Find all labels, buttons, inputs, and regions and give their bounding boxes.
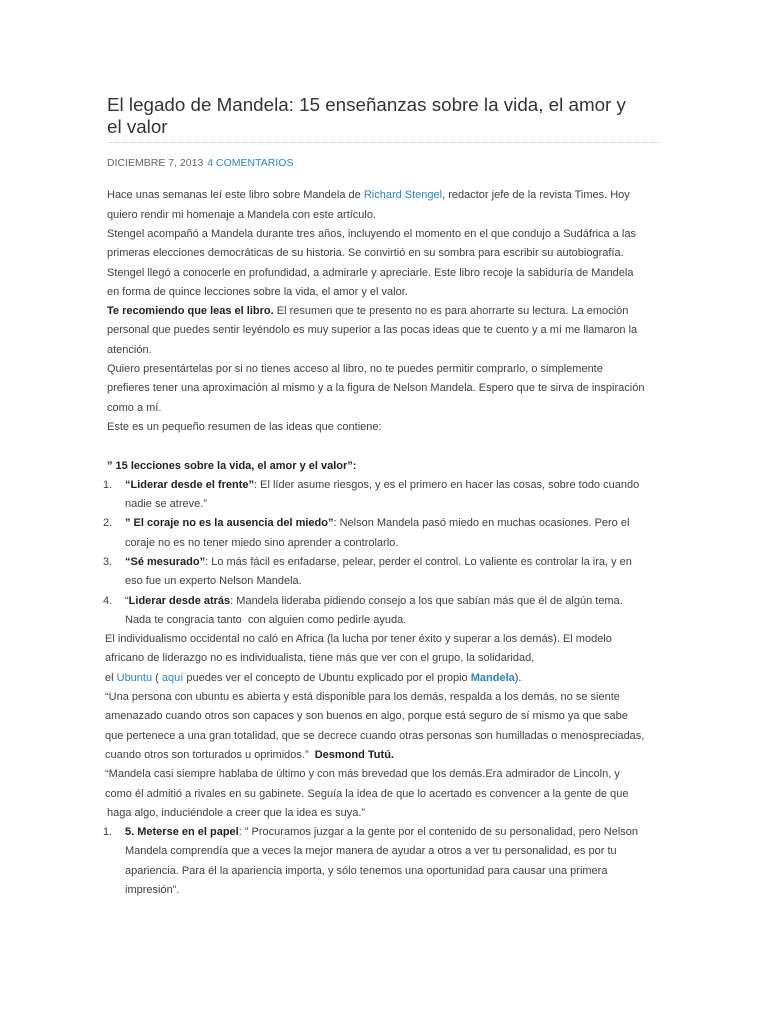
paragraph-line: [0, 360, 768, 379]
paragraph-text: Hace unas semanas leí este libro sobre Mandela de: [107, 189, 364, 202]
lesson-open-quote: “: [125, 594, 129, 607]
paragraph-text: ).: [514, 671, 522, 684]
lesson-text: apariencia. Para él la apariencia importa, y sólo tenemos una oportunidad para causar una primera: [125, 864, 608, 877]
paragraph-text: Stengel acompañó a Mandela durante tres años, incluyendo el momento en el que condujo a Sudáfrica a las: [107, 227, 636, 240]
quote-author: Desmond Tutú.: [314, 748, 394, 761]
paragraph-text: (: [152, 671, 162, 684]
paragraph-text: personal que puedes sentir leyéndolo es muy superior a las pocas ideas que te cuento y a mí me llamaron la: [107, 324, 638, 337]
lessons-heading-line: [0, 457, 768, 476]
quote-line: [0, 765, 768, 784]
quote-text: que pertenece a una gran totalidad, que se decrece cuando otras personas son humilladas o menospreciadas,: [105, 729, 645, 742]
lesson-term: “Sé mesurado”: [125, 555, 206, 568]
list-item-continuation: [0, 862, 768, 881]
quote-text: como él admitió a rivales en su gabinete. Seguía la idea de que lo acertado es convencer a la gente de que: [105, 787, 629, 800]
list-item-continuation: [0, 611, 768, 630]
paragraph-text: El resumen que te presento no es para ahorrarte su lectura. La emoción: [273, 305, 629, 318]
lesson-term: “Liderar desde el frente”: [125, 478, 254, 491]
list-number: 1.: [103, 478, 113, 491]
richard-stengel-link[interactable]: Richard Stengel: [363, 189, 443, 202]
paragraph-text: quiero rendir mi homenaje a Mandela con este artículo.: [107, 208, 377, 221]
lesson-text: Nada te congracia tanto con alguien como pedirle ayuda.: [125, 613, 407, 626]
quote-line: [0, 746, 768, 765]
quote-line: [0, 727, 768, 746]
paragraph-line: [0, 206, 768, 225]
paragraph-line: [0, 186, 768, 205]
list-item: [0, 476, 768, 495]
paragraph-text: Quiero presentártelas por si no tienes acceso al libro, no te puedes permitir comprarlo, o simplemente: [107, 363, 603, 376]
lesson-text: : Mandela lideraba pidiendo consejo a los que sabían más que él de algún tema.: [230, 594, 623, 607]
list-number: 1.: [103, 826, 113, 839]
lesson-text: impresión”.: [125, 884, 180, 897]
paragraph-text: Stengel llegó a conocerle en profundidad, a admirarle y apreciarle. Este libro recoje la sabiduría de Mandela: [107, 266, 634, 279]
blank-line: [0, 437, 768, 456]
quote-line: [0, 707, 768, 726]
list-item-continuation: [0, 881, 768, 900]
paragraph-text: primeras elecciones democráticas de su historia. Se convirtió en su sombra para escribir su autobiografía.: [107, 247, 624, 260]
post-meta: [107, 156, 293, 170]
lesson-text: nadie se atreve.”: [125, 498, 207, 511]
list-number: 2.: [103, 517, 113, 530]
lesson-text: eso fue un experto Nelson Mandela.: [125, 575, 302, 588]
lesson-text: Mandela comprendía que a veces la mejor manera de ayudar a otros a ver tu personalidad, es por tu: [125, 845, 617, 858]
paragraph-line: [0, 321, 768, 340]
lesson-term: Liderar desde atrás: [128, 594, 231, 607]
paragraph-text: africano de liderazgo no es individualista, tiene más que ver con el grupo, la solidaridad,: [105, 652, 535, 665]
quote-text: “Mandela casi siempre hablaba de último y con más brevedad que los demás.Era admirador de Lincoln, y: [105, 768, 620, 781]
post-title: El legado de Mandela: 15 enseñanzas sobre la vida, el amor y el valor: [107, 94, 626, 137]
lesson-term: ” El coraje no es la ausencia del miedo”: [125, 517, 334, 530]
paragraph-line: [0, 630, 768, 649]
ubuntu-link[interactable]: Ubuntu: [116, 671, 153, 684]
title-separator: [107, 142, 660, 143]
paragraph-line: [0, 341, 768, 360]
lesson-text: : Lo más fácil es enfadarse, pelear, perder el control. Lo valiente es controlar la ira, y en: [205, 555, 632, 568]
paragraph-line: [0, 379, 768, 398]
lesson-text: : El líder asume riesgos, y es el primero en hacer las cosas, sobre todo cuando: [254, 478, 640, 491]
lessons-heading: ” 15 lecciones sobre la vida, el amor y el valor”:: [107, 459, 357, 472]
list-number: 4.: [103, 594, 113, 607]
paragraph-text: en forma de quince lecciones sobre la vida, el amor y el valor.: [107, 285, 408, 298]
paragraph-line: [0, 418, 768, 437]
post-content: [0, 186, 768, 900]
list-item-continuation: [0, 534, 768, 553]
paragraph-text: Este es un pequeño resumen de las ideas que contiene:: [107, 420, 382, 433]
list-item-continuation: [0, 495, 768, 514]
list-item: [0, 592, 768, 611]
paragraph-line: [0, 283, 768, 302]
paragraph-text: prefieres tener una aproximación al mismo y a la figura de Nelson Mandela. Espero que te sirva de inspiración: [107, 382, 645, 395]
lesson-text: : Nelson Mandela pasó miedo en muchas ocasiones. Pero el: [333, 517, 630, 530]
paragraph-text: atención.: [107, 343, 152, 356]
aqui-link[interactable]: aquí: [161, 671, 184, 684]
paragraph-line: [0, 225, 768, 244]
post-date: DICIEMBRE 7, 2013: [107, 157, 204, 169]
comments-link[interactable]: 4 COMENTARIOS: [207, 157, 294, 169]
lesson-text: : ” Procuramos juzgar a la gente por el contenido de su personalidad, pero Nelson: [238, 826, 639, 839]
paragraph-line: [0, 244, 768, 263]
paragraph-line: [0, 399, 768, 418]
quote-text: “Una persona con ubuntu es abierta y está disponible para los demás, respalda a los demás, no se siente: [105, 691, 620, 704]
paragraph-text: como a mí.: [107, 401, 162, 414]
quote-text: amenazado cuando otros son capaces y son buenos en algo, porque está seguro de sí mismo ya que sabe: [105, 710, 628, 723]
list-item: [0, 553, 768, 572]
list-item: [0, 514, 768, 533]
paragraph-line: [0, 302, 768, 321]
paragraph-line: [0, 649, 768, 668]
recommendation-bold: Te recomiendo que leas el libro.: [107, 305, 274, 318]
paragraph-text: puedes ver el concepto de Ubuntu explicado por el propio: [183, 671, 471, 684]
quote-text: haga algo, induciéndole a creer que la idea es suya.”: [107, 806, 366, 819]
paragraph-line: [0, 669, 768, 688]
quote-line: [0, 804, 768, 823]
list-item-continuation: [0, 572, 768, 591]
lesson-term: 5. Meterse en el papel: [125, 826, 239, 839]
paragraph-text: el: [105, 671, 117, 684]
quote-line: [0, 688, 768, 707]
mandela-link[interactable]: Mandela: [470, 671, 515, 684]
paragraph-line: [0, 264, 768, 283]
paragraph-text: , redactor jefe de la revista Times. Hoy: [442, 189, 630, 202]
list-item: [0, 823, 768, 842]
quote-text: cuando otros son torturados u oprimidos.”: [105, 748, 315, 761]
quote-line: [0, 785, 768, 804]
paragraph-text: El individualismo occidental no caló en Africa (la lucha por tener éxito y superar a los demás). El modelo: [105, 633, 612, 646]
list-item-continuation: [0, 842, 768, 861]
lesson-text: coraje no es no tener miedo sino aprender a controlarlo.: [125, 536, 399, 549]
list-number: 3.: [103, 555, 113, 568]
